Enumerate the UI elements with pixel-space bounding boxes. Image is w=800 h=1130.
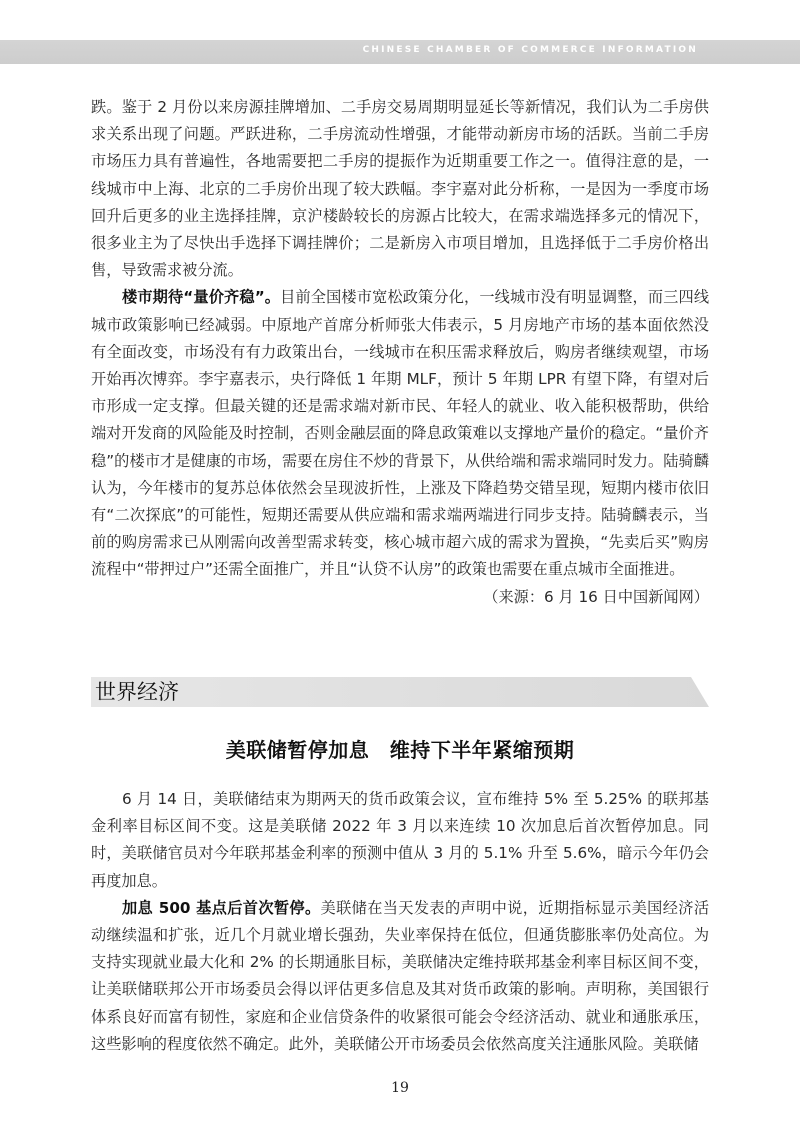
section-header (91, 677, 709, 707)
continued-article-body (91, 94, 709, 611)
header-banner-text: CHINESE CHAMBER OF COMMERCE INFORMATION (362, 45, 698, 55)
paragraph-text: 美联储在当天发表的声明中说，近期指标显示美国经济活动继续温和扩张，近几个月就业增长强劲，失业率保持在低位，但通货膨胀率仍处高位。为支持实现就业最大化和 2% 的长期通胀目标，美联储决定维持联邦基金利率目标区间不变，让美联储联邦公开市场委员会得以评估更多信息及其对货币政策的影响。声明称，美国银行体系良好而富有韧性，家庭和企业信贷条件的收紧很可能会令经济活动、就业和通胀承压，这些影响的程度依然不确定。此外，美联储公开市场委员会依然高度关注通胀风险。美联储 (91, 898, 710, 1053)
paragraph-market-outlook (91, 284, 709, 583)
article-paragraph-1: 6 月 14 日，美联储结束为期两天的货币政策会议，宣布维持 5% 至 5.25% 的联邦基金利率目标区间不变。这是美联储 2022 年 3 月以来连续 10 次加息后首次暂停加息。同时，美联储官员对今年联邦基金利率的预测中值从 3 月的 5.1% 升至 5.6%，暗示今年仍会再度加息。 (91, 790, 709, 890)
paragraph-lead-heading: 楼市期待“量价齐稳”。 (122, 288, 281, 307)
header-banner (0, 40, 800, 64)
paragraph-text: 目前全国楼市宽松政策分化，一线城市没有明显调整，而三四线城市政策影响已经减弱。中原地产首席分析师张大伟表示，5 月房地产市场的基本面依然没有全面改变，市场没有有力政策出台，一线城市在积压需求释放后，购房者继续观望，市场开始再次博弈。李宇嘉表示，央行降低 1 年期 MLF，预计 5 年期 LPR 有望下降，有望对后市形成一定支撑。但最关键的还是需求端对新市民、年轻人的就业、收入能积极帮助，供给端对开发商的风险能及时控制，否则金融层面的降息政策难以支撑地产量价的稳定。“量价齐稳”的楼市才是健康的市场，需要在房住不炒的背景下，从供给端和需求端同时发力。陆骑麟认为，今年楼市的复苏总体依然会呈现波折性，上涨及下降趋势交错呈现，短期内楼市依旧有“二次探底”的可能性，短期还需要从供应端和需求端两端进行同步支持。陆骑麟表示，当前的购房需求已从刚需向改善型需求转变，核心城市超六成的需求为置换，“先卖后买”购房流程中“带押过户”还需全面推广，并且“认贷不认房”的政策也需要在重点城市全面推进。 (91, 288, 710, 579)
page-number: 19 (391, 1080, 409, 1096)
article-paragraph-2 (91, 895, 709, 1058)
source-citation: （来源：6 月 16 日中国新闻网） (483, 587, 709, 606)
paragraph-lead-heading: 加息 500 基点后首次暂停。 (122, 898, 321, 917)
section-header-background (91, 677, 709, 707)
article-body (91, 786, 709, 1058)
article-title: 美联储暂停加息 维持下半年紧缩预期 (225, 738, 575, 762)
paragraph-continued: 跌。鉴于 2 月份以来房源挂牌增加、二手房交易周期明显延长等新情况，我们认为二手房供求关系出现了问题。严跃进称，二手房流动性增强，才能带动新房市场的活跃。当前二手房市场压力具有普遍性，各地需要把二手房的提振作为近期重要工作之一。值得注意的是，一线城市中上海、北京的二手房价出现了较大跌幅。李宇嘉对此分析称，一是因为一季度市场回升后更多的业主选择挂牌，京沪楼龄较长的房源占比较大，在需求端选择多元的情况下，很多业主为了尽快出手选择下调挂牌价；二是新房入市项目增加，且选择低于二手房价格出售，导致需求被分流。 (91, 98, 709, 280)
section-title: 世界经济 (95, 680, 179, 704)
